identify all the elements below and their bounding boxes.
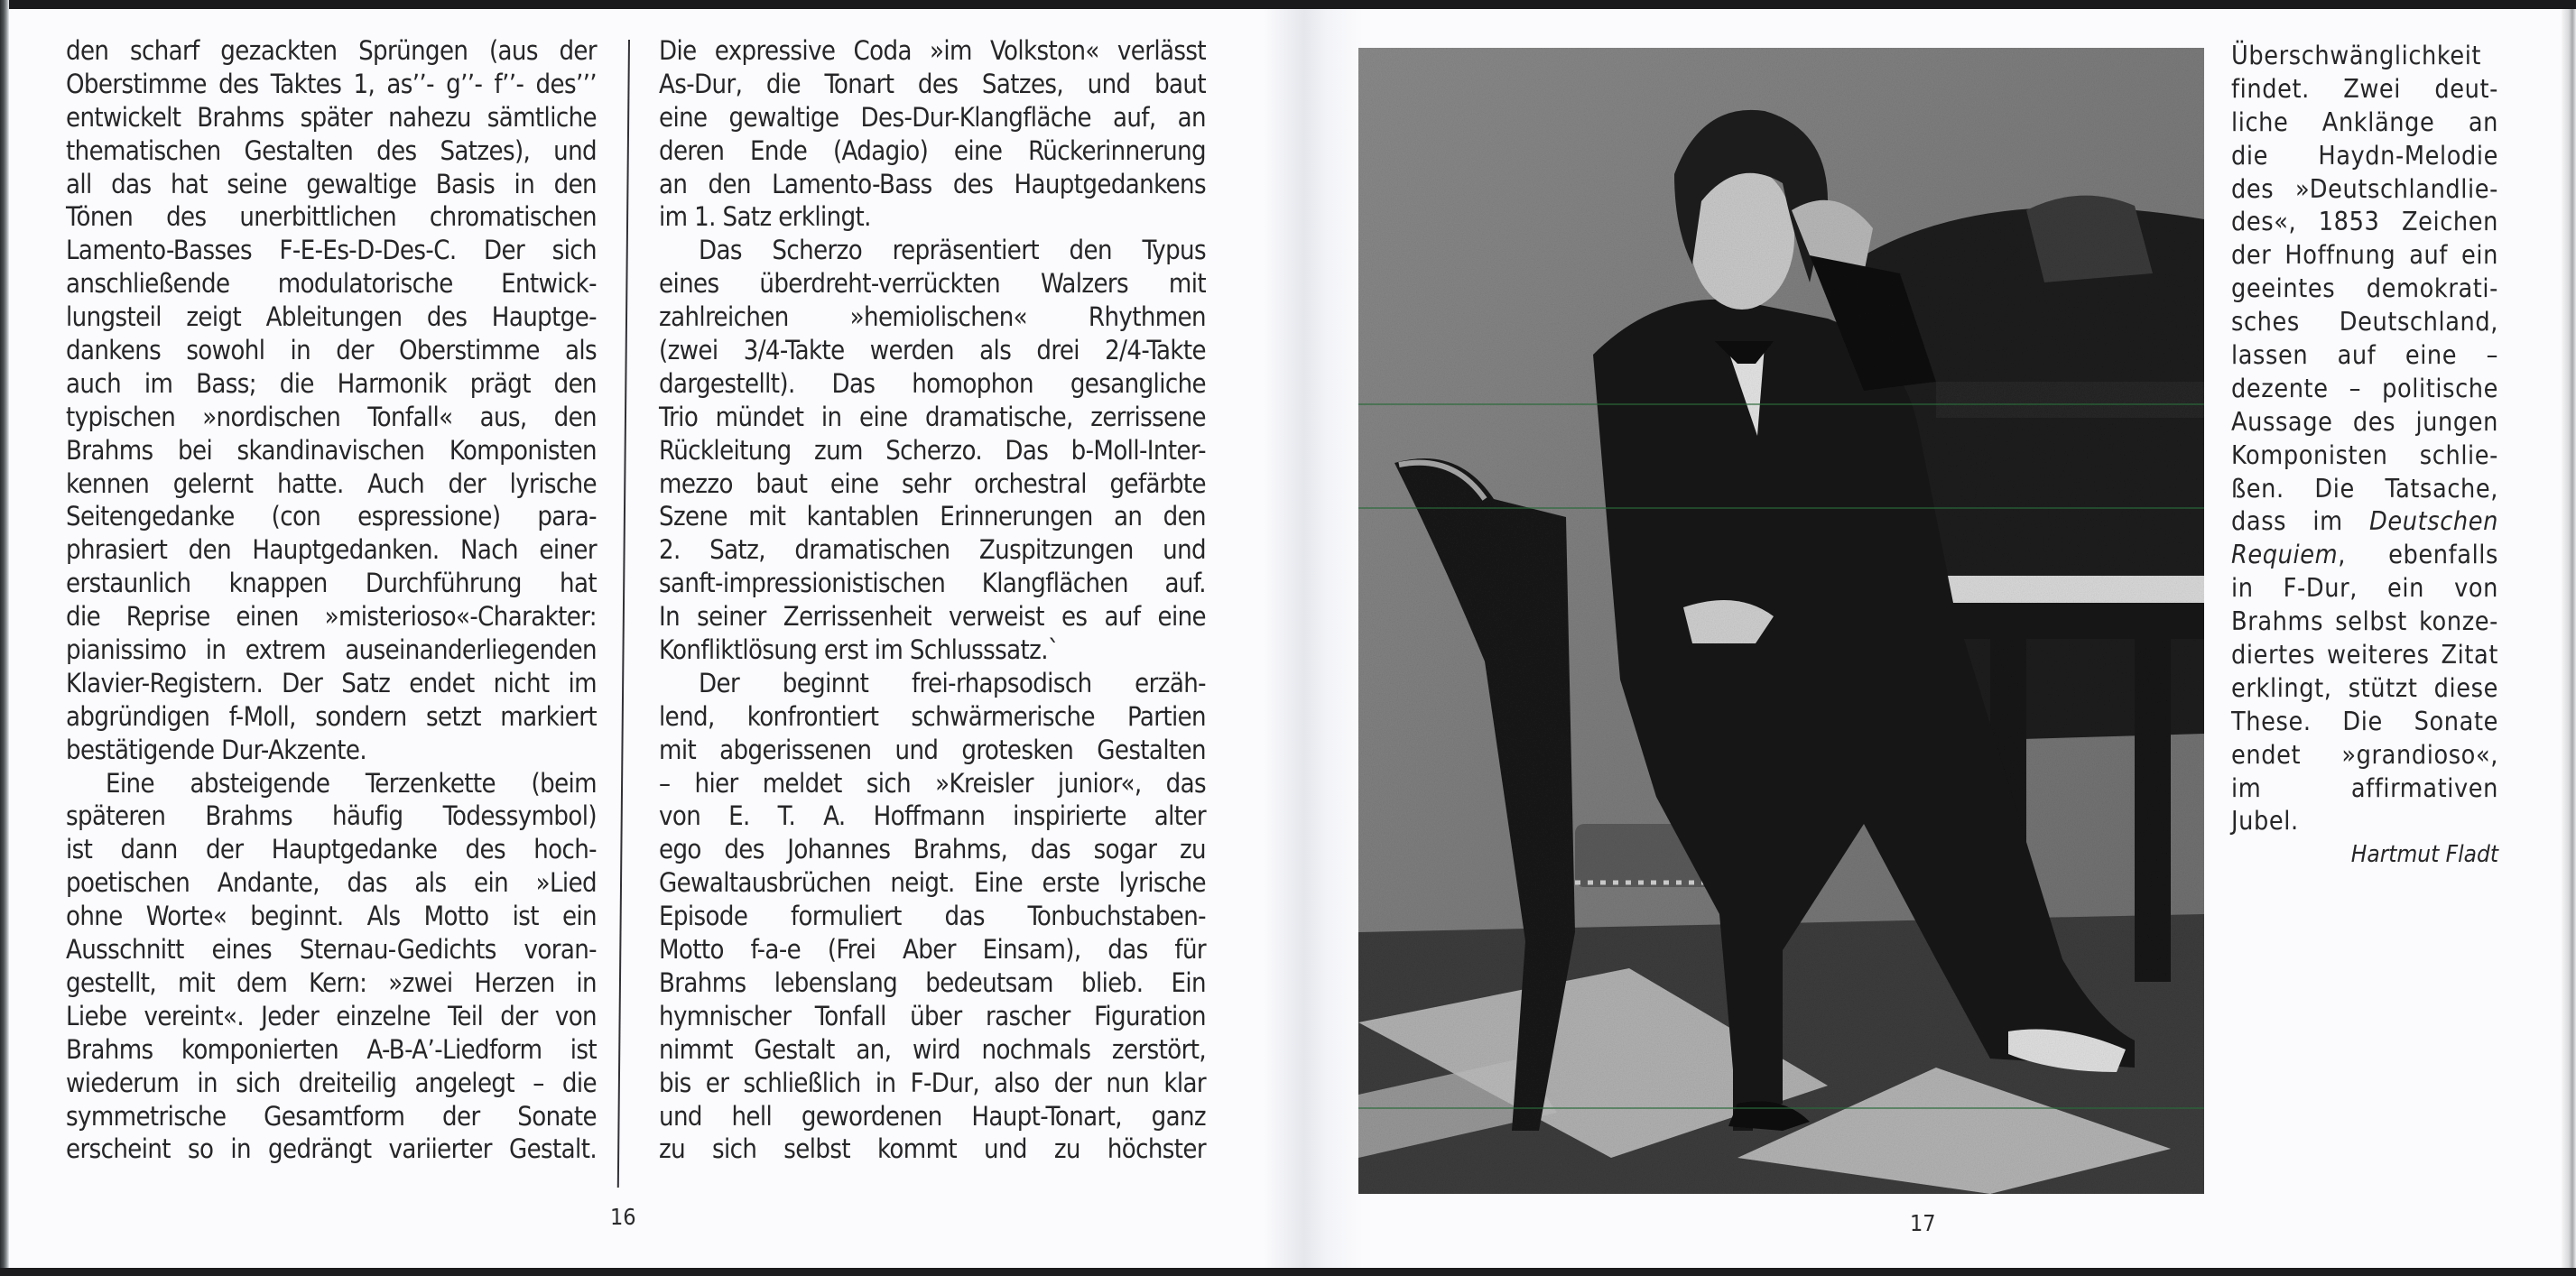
text-line: anschließende modulatorische Entwick- (66, 268, 597, 300)
text-line: These. Die Sonate (2231, 706, 2498, 736)
text-line: die Reprise einen »misterioso«-Charakter: (66, 601, 597, 633)
text-line: mezzo baut eine sehr orchestral gefärbte (659, 467, 1206, 499)
text-line: gestellt, mit dem Kern: »zwei Herzen in (66, 966, 597, 998)
text-line: zu sich selbst kommt und zu höchster (659, 1133, 1206, 1165)
text-line: die Haydn-Melodie (2231, 140, 2498, 171)
page-number-17: 17 (1910, 1210, 1936, 1236)
text-line: all das hat seine gewaltige Basis in den (66, 168, 597, 199)
text-line: Brahms selbst konze- (2231, 606, 2498, 637)
text-line: und hell gewordenen Haupt-Tonart, ganz (659, 1100, 1206, 1132)
text-line: ist dann der Hauptgedanke des hoch- (66, 834, 597, 865)
text-line: lassen auf eine – (2231, 340, 2498, 371)
text-line: Brahms lebenslang bedeutsam blieb. Ein (659, 966, 1206, 998)
text-line: ßen. Die Tatsache, (2231, 473, 2498, 504)
text-line: Komponisten schlie- (2231, 439, 2498, 470)
text-line: thematischen Gestalten des Satzes), und (66, 134, 597, 166)
text-line: phrasiert den Hauptgedanken. Nach einer (66, 534, 597, 566)
author-signature: Hartmut Fladt (2350, 841, 2498, 869)
text-line: Trio mündet in eine dramatische, zerrissene (659, 401, 1206, 432)
text-line: ohne Worte« beginnt. Als Motto ist ein (66, 901, 597, 932)
text-line: Klavier-Registern. Der Satz endet nicht im (66, 667, 597, 698)
text-line: Seitengedanke (con espressione) para- (66, 501, 597, 532)
text-line: geeintes demokrati- (2231, 273, 2498, 304)
text-line: wiederum in sich dreiteilig angelegt – die (66, 1067, 597, 1098)
text-line: Brahms komponierten A-B-A’-Liedform ist (66, 1033, 597, 1065)
text-line: Gewaltausbrüchen neigt. Eine erste lyrische (659, 867, 1206, 899)
text-line: Der beginnt frei-rhapsodisch erzäh- (699, 667, 1206, 698)
text-line: Jubel. (2231, 806, 2299, 837)
text-line: Liebe vereint«. Jeder einzelne Teil der von (66, 1000, 597, 1031)
text-line: im 1. Satz erklingt. (659, 201, 871, 233)
text-line: Konfliktlösung erst im Schlusssatz.` (659, 634, 1060, 666)
text-line: 2. Satz, dramatischen Zuspitzungen und (659, 534, 1206, 566)
text-line: zahlreichen »hemiolischen« Rhythmen (659, 301, 1206, 333)
text-line: dass im Deutschen (2231, 506, 2498, 537)
text-line: eine gewaltige Des-Dur-Klangfläche auf, an (659, 101, 1206, 133)
text-line: Requiem, ebenfalls (2231, 540, 2498, 570)
text-line: Überschwänglichkeit (2231, 41, 2482, 70)
text-line: Rückleitung zum Scherzo. Das b-Moll-Inter- (659, 434, 1206, 466)
text-line: poetischen Andante, das als ein »Lied (66, 867, 597, 899)
text-line: pianissimo in extrem auseinanderliegenden (66, 634, 597, 666)
text-line: abgründigen f-Moll, sondern setzt markiert (66, 700, 597, 732)
italic-title: Deutschen (2369, 506, 2498, 537)
text-line: erklingt, stützt diese (2231, 672, 2498, 703)
text-line: diertes weiteres Zitat (2231, 640, 2498, 670)
text-line: erscheint so in gedrängt variierter Gestalt. (66, 1133, 597, 1165)
text-line: Episode formuliert das Tonbuchstaben- (659, 901, 1206, 932)
text-line: sanft-impressionistischen Klangflächen auf. (659, 568, 1206, 599)
text-column-middle (659, 34, 1206, 1166)
text-line: Aussage des jungen (2231, 406, 2498, 437)
column-divider (617, 40, 630, 1188)
page-number-16: 16 (610, 1204, 636, 1230)
text-line: dargestellt). Das homophon gesangliche (659, 367, 1206, 399)
text-line: lungsteil zeigt Ableitungen des Hauptge- (66, 301, 597, 333)
text-line: des »Deutschlandlie- (2231, 173, 2498, 204)
text-line: hymnischer Tonfall über rascher Figuration (659, 1000, 1206, 1031)
text-line: auch im Bass; die Harmonik prägt den (66, 367, 597, 399)
text-line: Ausschnitt eines Sternau-Gedichts voran- (66, 934, 597, 966)
text-line: im affirmativen (2231, 772, 2498, 803)
text-line: dezente – politische (2231, 373, 2498, 403)
text-line: bestätigende Dur-Akzente. (66, 734, 367, 765)
text-line: erstaunlich knappen Durchführung hat (66, 568, 597, 599)
text-column-left (66, 34, 597, 1166)
text-line: ego des Johannes Brahms, das sogar zu (659, 834, 1206, 865)
text-line: nimmt Gestalt an, wird nochmals zerstört, (659, 1033, 1206, 1065)
text-line: – hier meldet sich »Kreisler junior«, das (659, 767, 1206, 799)
text-line: (zwei 3/4-Takte werden als drei 2/4-Takte (659, 335, 1206, 366)
text-line: Oberstimme des Taktes 1, as’’- g’’- f’’- des’’’ (66, 68, 597, 99)
text-line: dankens sowohl in der Oberstimme als (66, 335, 597, 366)
scan-border-bottom (0, 1268, 2576, 1276)
text-line: den scharf gezackten Sprüngen (aus der (66, 35, 597, 66)
italic-title: Requiem (2231, 540, 2339, 570)
text-line: Tönen des unerbittlichen chromatischen (66, 201, 597, 233)
text-line: Szene mit kantablen Erinnerungen an den (659, 501, 1206, 532)
text-line: symmetrische Gesamtform der Sonate (66, 1100, 597, 1132)
text-line: der Hoffnung auf ein (2231, 240, 2498, 271)
brahms-portrait-icon (1358, 48, 2204, 1194)
text-line: des«, 1853 Zeichen (2231, 207, 2498, 237)
text-line: sches Deutschland, (2231, 307, 2498, 337)
text-line: In seiner Zerrissenheit verweist es auf eine (659, 601, 1206, 633)
text-column-right (2231, 40, 2498, 872)
text-line: deren Ende (Adagio) eine Rückerinnerung (659, 134, 1206, 166)
text-line: Das Scherzo repräsentiert den Typus (699, 235, 1206, 266)
page-16 (0, 0, 1282, 1276)
portrait-photo (1358, 48, 2204, 1194)
text-line: liche Anklänge an (2231, 106, 2498, 137)
piano-keys (1936, 576, 2204, 603)
text-line: bis er schließlich in F-Dur, also der nun klar (659, 1067, 1206, 1098)
text-line: entwickelt Brahms später nahezu sämtliche (66, 101, 597, 133)
text-line: lend, konfrontiert schwärmerische Partien (659, 700, 1206, 732)
text-line: mit abgerissenen und grotesken Gestalten (659, 734, 1206, 765)
text-line: eines überdreht-verrückten Walzers mit (659, 268, 1206, 300)
text-line: an den Lamento-Bass des Hauptgedankens (659, 168, 1206, 199)
text-line: kennen gelernt hatte. Auch der lyrische (66, 467, 597, 499)
text-line: von E. T. A. Hoffmann inspirierte alter (659, 800, 1206, 832)
text-line: As-Dur, die Tonart des Satzes, und baut (659, 68, 1206, 99)
text-line: Lamento-Basses F-E-Es-D-Des-C. Der sich (66, 235, 597, 266)
text-line: Motto f-a-e (Frei Aber Einsam), das für (659, 934, 1206, 966)
text-line: Eine absteigende Terzenkette (beim (106, 767, 597, 799)
text-line: findet. Zwei deut- (2231, 73, 2498, 104)
text-line: Die expressive Coda »im Volkston« verlässt (659, 35, 1206, 66)
text-line: endet »grandioso«, (2231, 739, 2498, 770)
text-line: späteren Brahms häufig Todessymbol) (66, 800, 597, 832)
text-line: typischen »nordischen Tonfall« aus, den (66, 401, 597, 432)
text-line: Brahms bei skandinavischen Komponisten (66, 434, 597, 466)
text-line: in F-Dur, ein von (2231, 573, 2498, 604)
